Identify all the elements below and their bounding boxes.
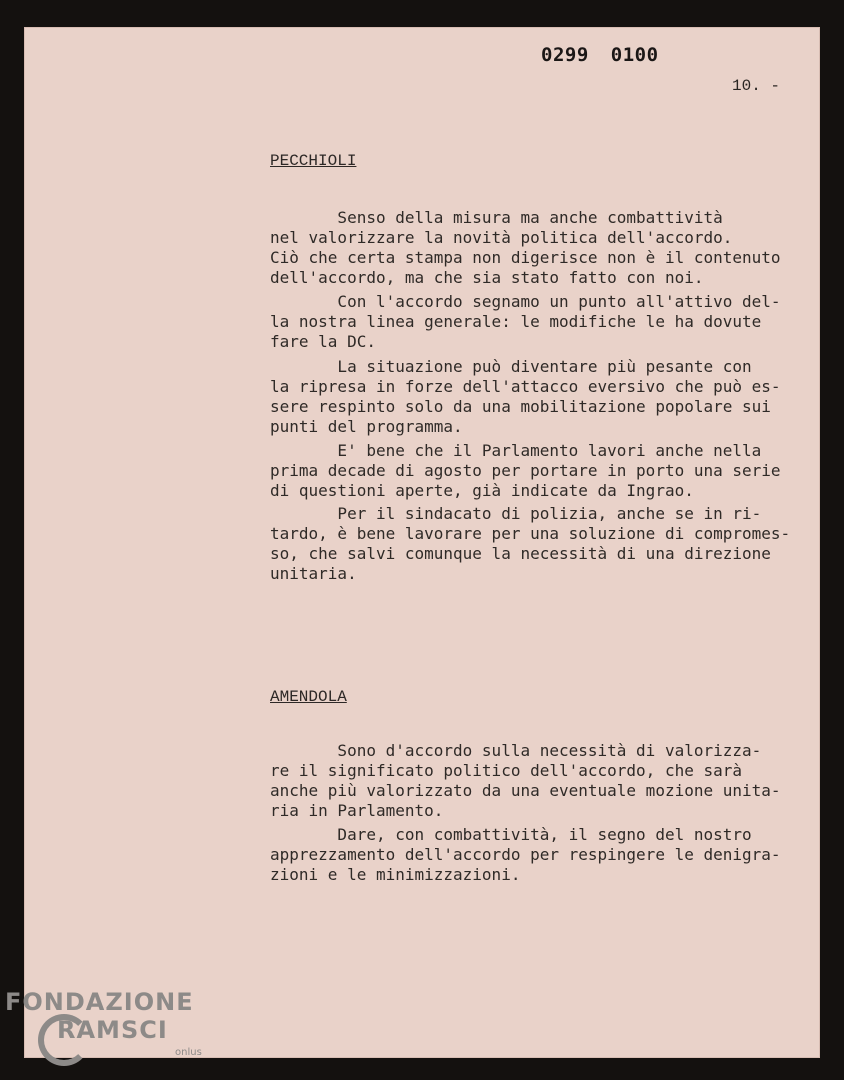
archive-number [541,44,659,66]
watermark-line-3: onlus [175,1047,202,1058]
paragraph: Dare, con combattività, il segno del nostro apprezzamento dell'accordo per respingere le denigra- zioni e le minimizzazioni. [270,825,781,884]
speaker-heading-pecchioli: PECCHIOLI [270,152,357,170]
fondazione-gramsci-watermark [5,988,202,1058]
paragraph: La situazione può diventare più pesante con la ripresa in forze dell'attacco eversivo che può es- sere respinto solo da una mobilitazione popolare sui punti del programma. [270,357,781,436]
page-number: 10. - [732,77,781,95]
watermark-line-1: FONDAZIONE [5,988,194,1016]
paragraph: Sono d'accordo sulla necessità di valorizza- re il significato politico dell'accordo, che sarà anche più valorizzato da una eventuale mozione unita- ria in Parlamento. [270,741,781,820]
archive-number-series: 0299 [541,44,589,66]
paragraph: Senso della misura ma anche combattività nel valorizzare la novità politica dell'accordo. Ciò che certa stampa non digerisce non è il contenuto dell'accordo, ma che sia stato fatto con noi. [270,208,781,287]
paragraph: E' bene che il Parlamento lavori anche nella prima decade di agosto per portare in porto una serie di questioni aperte, già indicate da Ingrao. [270,441,781,500]
archive-number-page: 0100 [610,44,659,66]
speaker-heading-amendola: AMENDOLA [270,688,347,706]
paragraph: Con l'accordo segnamo un punto all'attivo del- la nostra linea generale: le modifiche le ha dovute fare la DC. [270,292,781,351]
paragraph: Per il sindacato di polizia, anche se in ri- tardo, è bene lavorare per una soluzione di compromes- so, che salvi comunque la necessità di una direzione unitaria. [270,504,791,583]
watermark-line-2: RAMSCI [57,1016,168,1044]
